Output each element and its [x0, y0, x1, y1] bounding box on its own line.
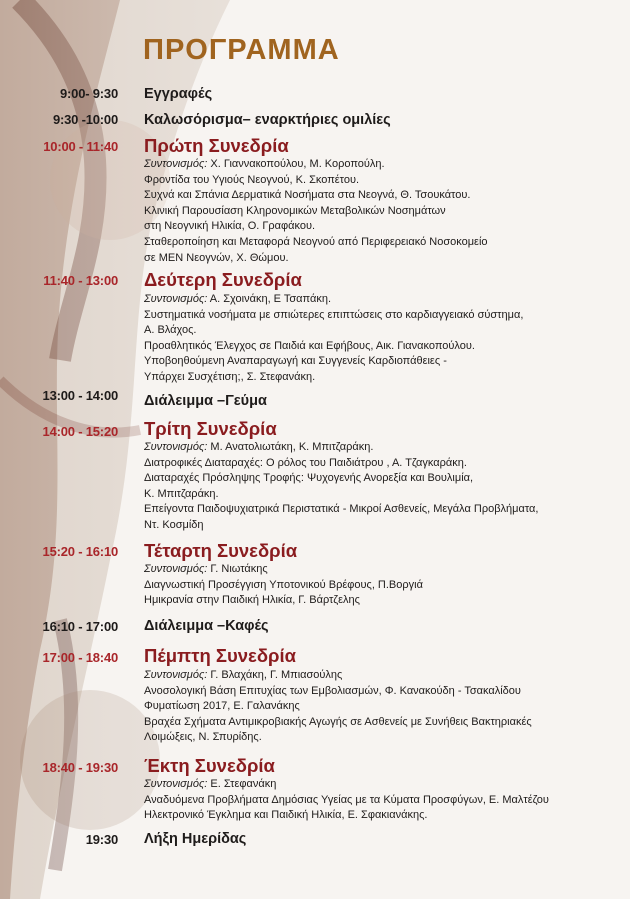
talk-line: Λοιμώξεις, Ν. Σπυρίδης. — [144, 731, 262, 744]
talk-line: Αναδυόμενα Προβλήματα Δημόσιας Υγείας με τα Κύματα Προσφύγων, Ε. Μαλτέζου — [144, 793, 549, 806]
coordinator-label: Συντονισμός: — [144, 441, 208, 453]
time-slot: 11:40 - 13:00 — [43, 273, 118, 288]
coordinators — [144, 292, 523, 308]
coordinator-names: Χ. Γιανναкοπούλου, Μ. Κοροπούλη. — [207, 158, 385, 170]
talk-line: Υπάρχει Συσχέτιση;, Σ. Στεφανάκη. — [144, 370, 316, 383]
talk-line: Διατροφικές Διαταραχές: Ο ρόλος του Παιδιάτρου , Α. Τζαγκαράκη. — [144, 456, 467, 469]
time-slot: 13:00 - 14:00 — [42, 388, 118, 403]
talk-line: Βραχέα Σχήματα Αντιμικροβιακής Αγωγής σε Ασθενείς με Συνήθεις Βακτηριακές — [144, 715, 532, 728]
coordinators — [144, 777, 549, 793]
time-slot: 19:30 — [85, 832, 118, 847]
session-details — [144, 292, 523, 386]
agenda-item: Διάλειμμα –Καφές — [144, 618, 269, 634]
coordinator-label: Συντονισμός: — [144, 669, 208, 681]
coordinator-label: Συντονισμός: — [144, 563, 208, 575]
session-title: Έκτη Συνεδρία — [144, 755, 275, 776]
talk-line: Διαταραχές Πρόσληψης Τροφής: Ψυχογενής Ανορεξία και Βουλιμία, — [144, 472, 474, 485]
talk-line: Επείγοντα Παιδοψυχιατρικά Περιστατικά - Μικροί Ασθενείς, Μεγάλα Προβλήματα, — [144, 503, 539, 516]
agenda-item: Καλωσόρισμα– εναρκτήριες ομιλίες — [144, 112, 391, 128]
time-slot: 16:10 - 17:00 — [42, 619, 118, 634]
talk-line: Α. Βλάχος. — [144, 324, 197, 337]
session-title: Τρίτη Συνεδρία — [144, 418, 277, 439]
time-slot: 9:00- 9:30 — [60, 86, 118, 101]
session-title: Τέταρτη Συνεδρία — [144, 540, 298, 561]
coordinator-names: Μ. Ανατολιωτάκη, Κ. Μπιτζαράκη. — [207, 441, 374, 453]
talk-line: Ηλεκτρονικό Έγκλημα και Παιδική Ηλικία, Ε. Σφακιανάκης. — [144, 809, 428, 822]
session-details — [144, 562, 423, 609]
talk-line: Κλινική Παρουσίαση Κληρονομικών Μεταβολικών Νοσημάτων — [144, 204, 446, 217]
coordinator-names: Γ. Βλαχάκη, Γ. Μπιασούλης — [207, 669, 343, 681]
coordinators — [144, 157, 488, 173]
agenda-item: Διάλειμμα –Γεύμα — [144, 393, 267, 409]
time-slot: 10:00 - 11:40 — [43, 139, 118, 154]
session-details — [144, 440, 538, 534]
session-title: Πρώτη Συνεδρία — [144, 135, 289, 156]
session-title: Δεύτερη Συνεδρία — [144, 269, 302, 290]
talk-line: Ημικρανία στην Παιδική Ηλικία, Γ. Βάρτζελης — [144, 594, 360, 607]
talk-line: Συστηματικά νοσήματα με σπιώτερες επιπτώσεις στο καρδιαγγειακό σύστημα, — [144, 308, 524, 321]
talk-line: Φυματίωση 2017, Ε. Γαλανάκης — [144, 700, 300, 713]
session-details — [144, 668, 532, 746]
coordinators — [144, 440, 538, 456]
talk-line: στη Νεογνική Ηλικία, Ο. Γραφάκου. — [144, 220, 316, 233]
talk-line: Προαθλητικός Έλεγχος σε Παιδιά και Εφήβους, Αικ. Γιανακοπούλου. — [144, 339, 475, 352]
time-slot: 17:00 - 18:40 — [42, 650, 118, 665]
agenda-item: Εγγραφές — [144, 86, 213, 102]
coordinator-names: Γ. Νιωτάκης — [207, 563, 268, 575]
session-title: Πέμπτη Συνεδρία — [144, 645, 297, 666]
time-slot: 14:00 - 15:20 — [42, 424, 118, 439]
talk-line: Κ. Μπιτζαράκη. — [144, 487, 219, 500]
coordinator-names: Ε. Στεφανάκη — [207, 778, 277, 790]
time-slot: 15:20 - 16:10 — [42, 544, 118, 559]
session-details — [144, 777, 549, 824]
agenda-item: Λήξη Ημερίδας — [144, 831, 247, 847]
talk-line: σε ΜΕΝ Νεογνών, Χ. Θώμου. — [144, 251, 289, 264]
coordinator-label: Συντονισμός: — [144, 158, 208, 170]
coordinator-names: Α. Σχοινάκη, Ε Τσαπάκη. — [207, 293, 332, 305]
talk-line: Συχνά και Σπάνια Δερματικά Νοσήματα στα Νεογνά, Θ. Τσουκάτου. — [144, 189, 471, 202]
talk-line: Διαγνωστική Προσέγγιση Υποτονικού Βρέφους, Π.Βοργιά — [144, 578, 423, 591]
talk-line: Σταθεροποίηση και Μεταφορά Νεογνού από Περιφερειακό Νοσοκομείο — [144, 235, 488, 248]
talk-line: Υποβοηθούμενη Αναπαραγωγή και Συγγενείς Καρδιοπάθειες - — [144, 355, 447, 368]
page-title: ΠΡΟΓΡΑΜΜΑ — [143, 34, 340, 66]
coordinator-label: Συντονισμός: — [144, 778, 208, 790]
coordinators — [144, 668, 532, 684]
coordinator-label: Συντονισμός: — [144, 293, 208, 305]
time-slot: 9:30 -10:00 — [52, 112, 118, 127]
coordinators — [144, 562, 423, 578]
talk-line: Ντ. Κοσμίδη — [144, 518, 204, 531]
session-details — [144, 157, 488, 266]
talk-line: Ανοσολογική Βάση Επιτυχίας των Εμβολιασμών, Φ. Κανακούδη - Τσακαλίδου — [144, 684, 521, 697]
time-slot: 18:40 - 19:30 — [42, 760, 118, 775]
talk-line: Φροντίδα του Υγιούς Νεογνού, Κ. Σκοπέτου. — [144, 173, 360, 186]
